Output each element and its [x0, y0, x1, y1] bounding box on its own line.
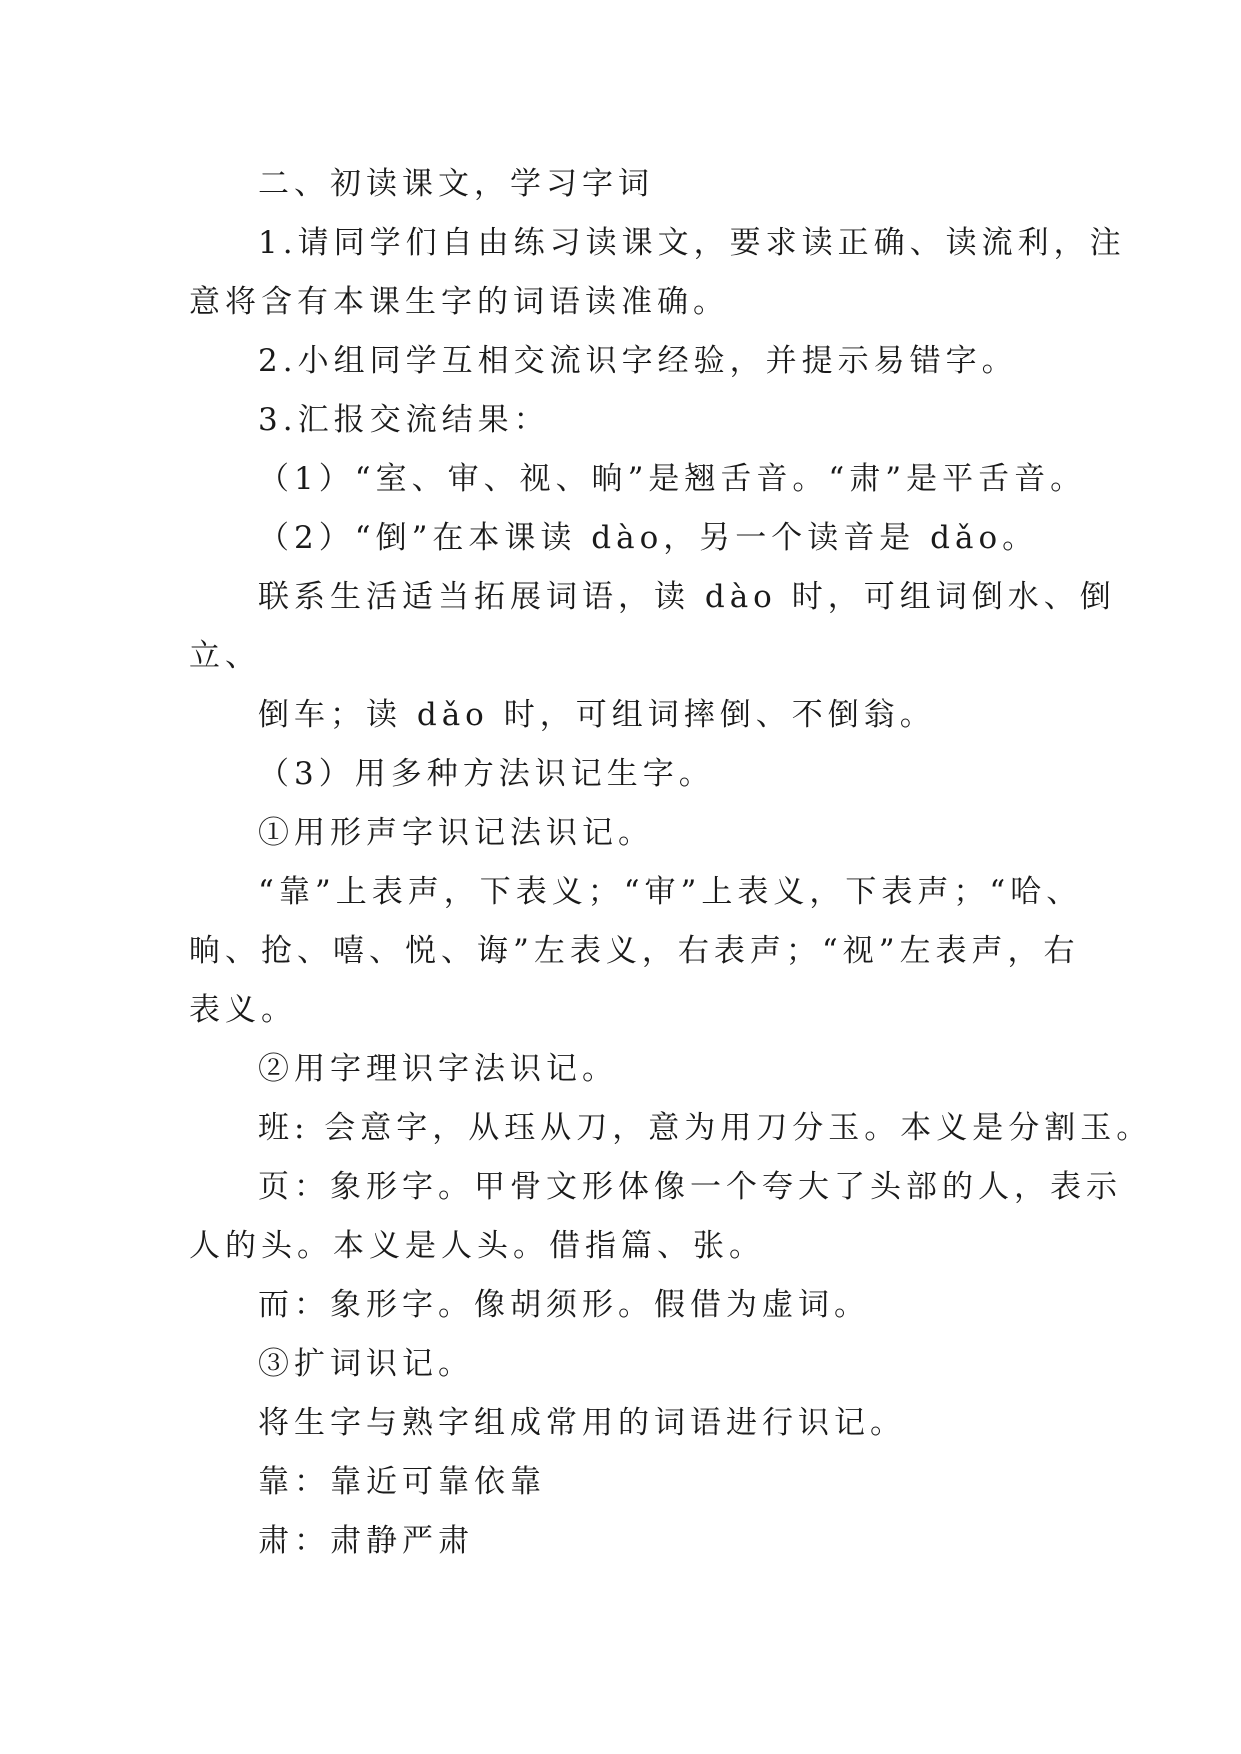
text-line: 班: 会意字，从珏从刀，意为用刀分玉。本义是分割玉。 — [258, 1110, 1153, 1146]
text-line: ③扩词识记。 — [258, 1346, 474, 1382]
text-line: 2.小组同学互相交流识字经验，并提示易错字。 — [258, 343, 1018, 379]
text-line: 表义。 — [189, 992, 297, 1028]
text-line: ②用字理识字法识记。 — [258, 1051, 618, 1087]
text-line: （2）“倒”在本课读 dào，另一个读音是 dǎo。 — [258, 520, 1039, 556]
text-line: 联系生活适当拓展词语，读 dào 时，可组词倒水、倒 — [258, 579, 1116, 615]
text-line: 3.汇报交流结果： — [258, 402, 550, 438]
text-line: “靠”上表声，下表义；“审”上表义，下表声；“哈、 — [258, 874, 1083, 910]
text-line: （3）用多种方法识记生字。 — [258, 756, 715, 792]
text-line: （1）“室、审、视、晌”是翘舌音。“肃”是平舌音。 — [258, 461, 1087, 497]
text-line: 晌、抢、嘻、悦、诲”左表义，右表声；“视”左表声，右 — [189, 933, 1080, 969]
section-heading: 二、初读课文，学习字词 — [258, 166, 654, 202]
text-line: 意将含有本课生字的词语读准确。 — [189, 284, 729, 320]
text-line: ①用形声字识记法识记。 — [258, 815, 654, 851]
text-line: 倒车；读 dǎo 时，可组词摔倒、不倒翁。 — [258, 697, 936, 733]
text-line: 1.请同学们自由练习读课文，要求读正确、读流利，注 — [258, 225, 1126, 261]
text-line: 人的头。本义是人头。借指篇、张。 — [189, 1228, 765, 1264]
text-line: 立、 — [189, 638, 261, 674]
text-line: 肃：肃静严肃 — [258, 1523, 474, 1559]
text-line: 而：象形字。像胡须形。假借为虚词。 — [258, 1287, 870, 1323]
text-line: 页：象形字。甲骨文形体像一个夸大了头部的人，表示 — [258, 1169, 1122, 1205]
text-line: 靠：靠近可靠依靠 — [258, 1464, 546, 1500]
text-line: 将生字与熟字组成常用的词语进行识记。 — [258, 1405, 906, 1441]
